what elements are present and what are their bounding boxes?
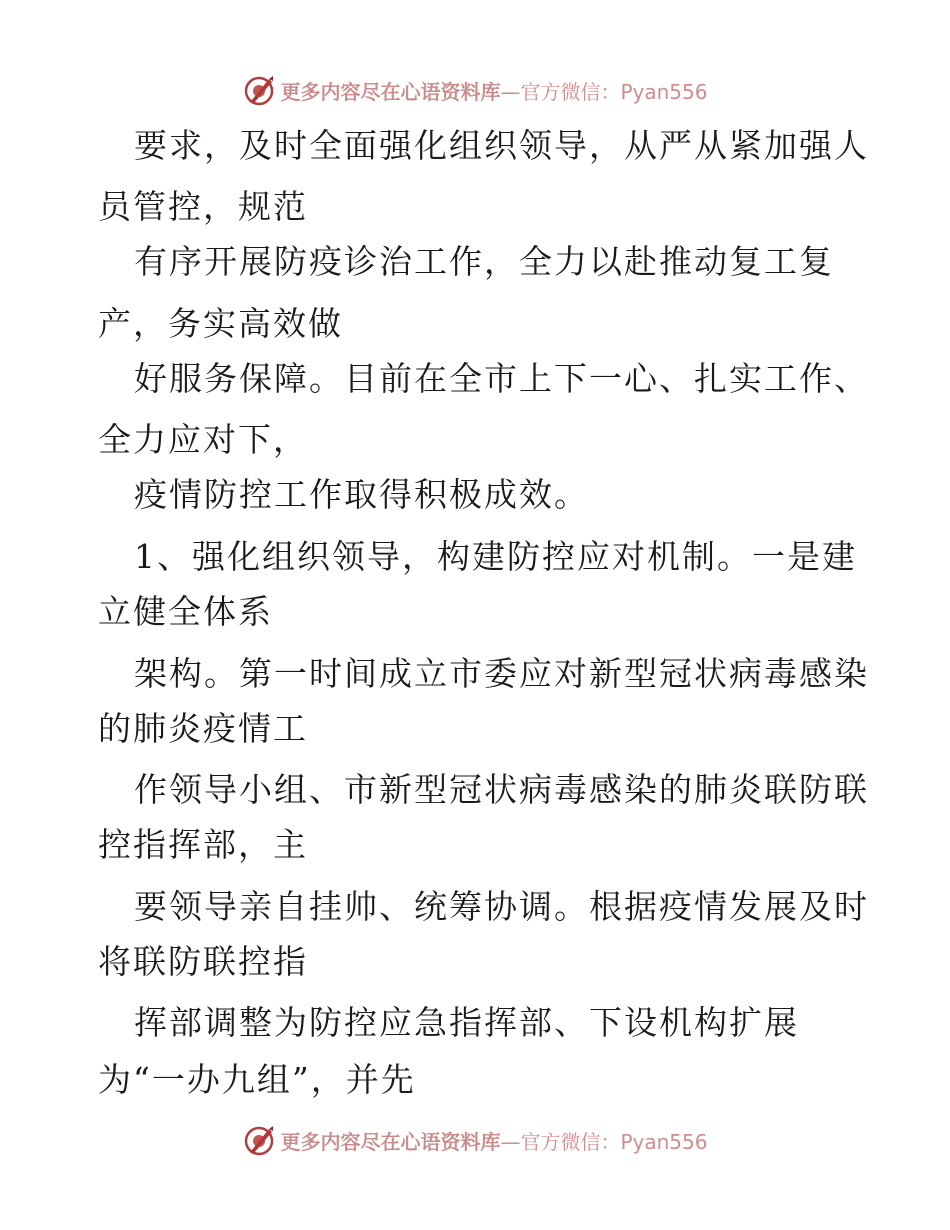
header-wechat-id: —官方微信：Pyan556 — [500, 79, 708, 104]
body-line: 作领导小组、市新型冠状病毒感染的肺炎联防联 — [134, 770, 869, 809]
quill-logo-icon — [242, 73, 276, 107]
body-line: 员管控，规范 — [98, 187, 308, 226]
footer-watermark — [0, 1120, 950, 1160]
body-line: 为“一办九组”，并先 — [98, 1060, 416, 1099]
body-line: 挥部调整为防控应急指挥部、下设机构扩展 — [134, 1003, 799, 1042]
footer-wechat-id: —官方微信：Pyan556 — [500, 1129, 708, 1154]
body-line: 产，务实高效做 — [98, 304, 343, 343]
body-line: 全力应对下， — [98, 420, 308, 459]
body-line: 有序开展防疫诊治工作，全力以赴推动复工复 — [134, 242, 834, 281]
header-watermark — [0, 70, 950, 110]
body-line: 将联防联控指 — [98, 942, 308, 981]
body-line: 的肺炎疫情工 — [98, 709, 308, 748]
body-line: 要求，及时全面强化组织领导，从严从紧加强人 — [134, 126, 869, 165]
body-line: 立健全体系 — [98, 592, 273, 631]
body-line: 疫情防控工作取得积极成效。 — [134, 475, 589, 514]
footer-site-name: 更多内容尽在心语资料库 — [280, 1129, 501, 1154]
body-line: 架构。第一时间成立市委应对新型冠状病毒感染 — [134, 654, 869, 693]
body-line: 1、强化组织领导，构建防控应对机制。一是建 — [134, 537, 857, 576]
header-site-name: 更多内容尽在心语资料库 — [280, 79, 501, 104]
body-line: 好服务保障。目前在全市上下一心、扎实工作、 — [134, 359, 869, 398]
quill-logo-icon — [242, 1123, 276, 1157]
body-line: 要领导亲自挂帅、统筹协调。根据疫情发展及时 — [134, 887, 869, 926]
body-line: 控指挥部，主 — [98, 825, 308, 864]
